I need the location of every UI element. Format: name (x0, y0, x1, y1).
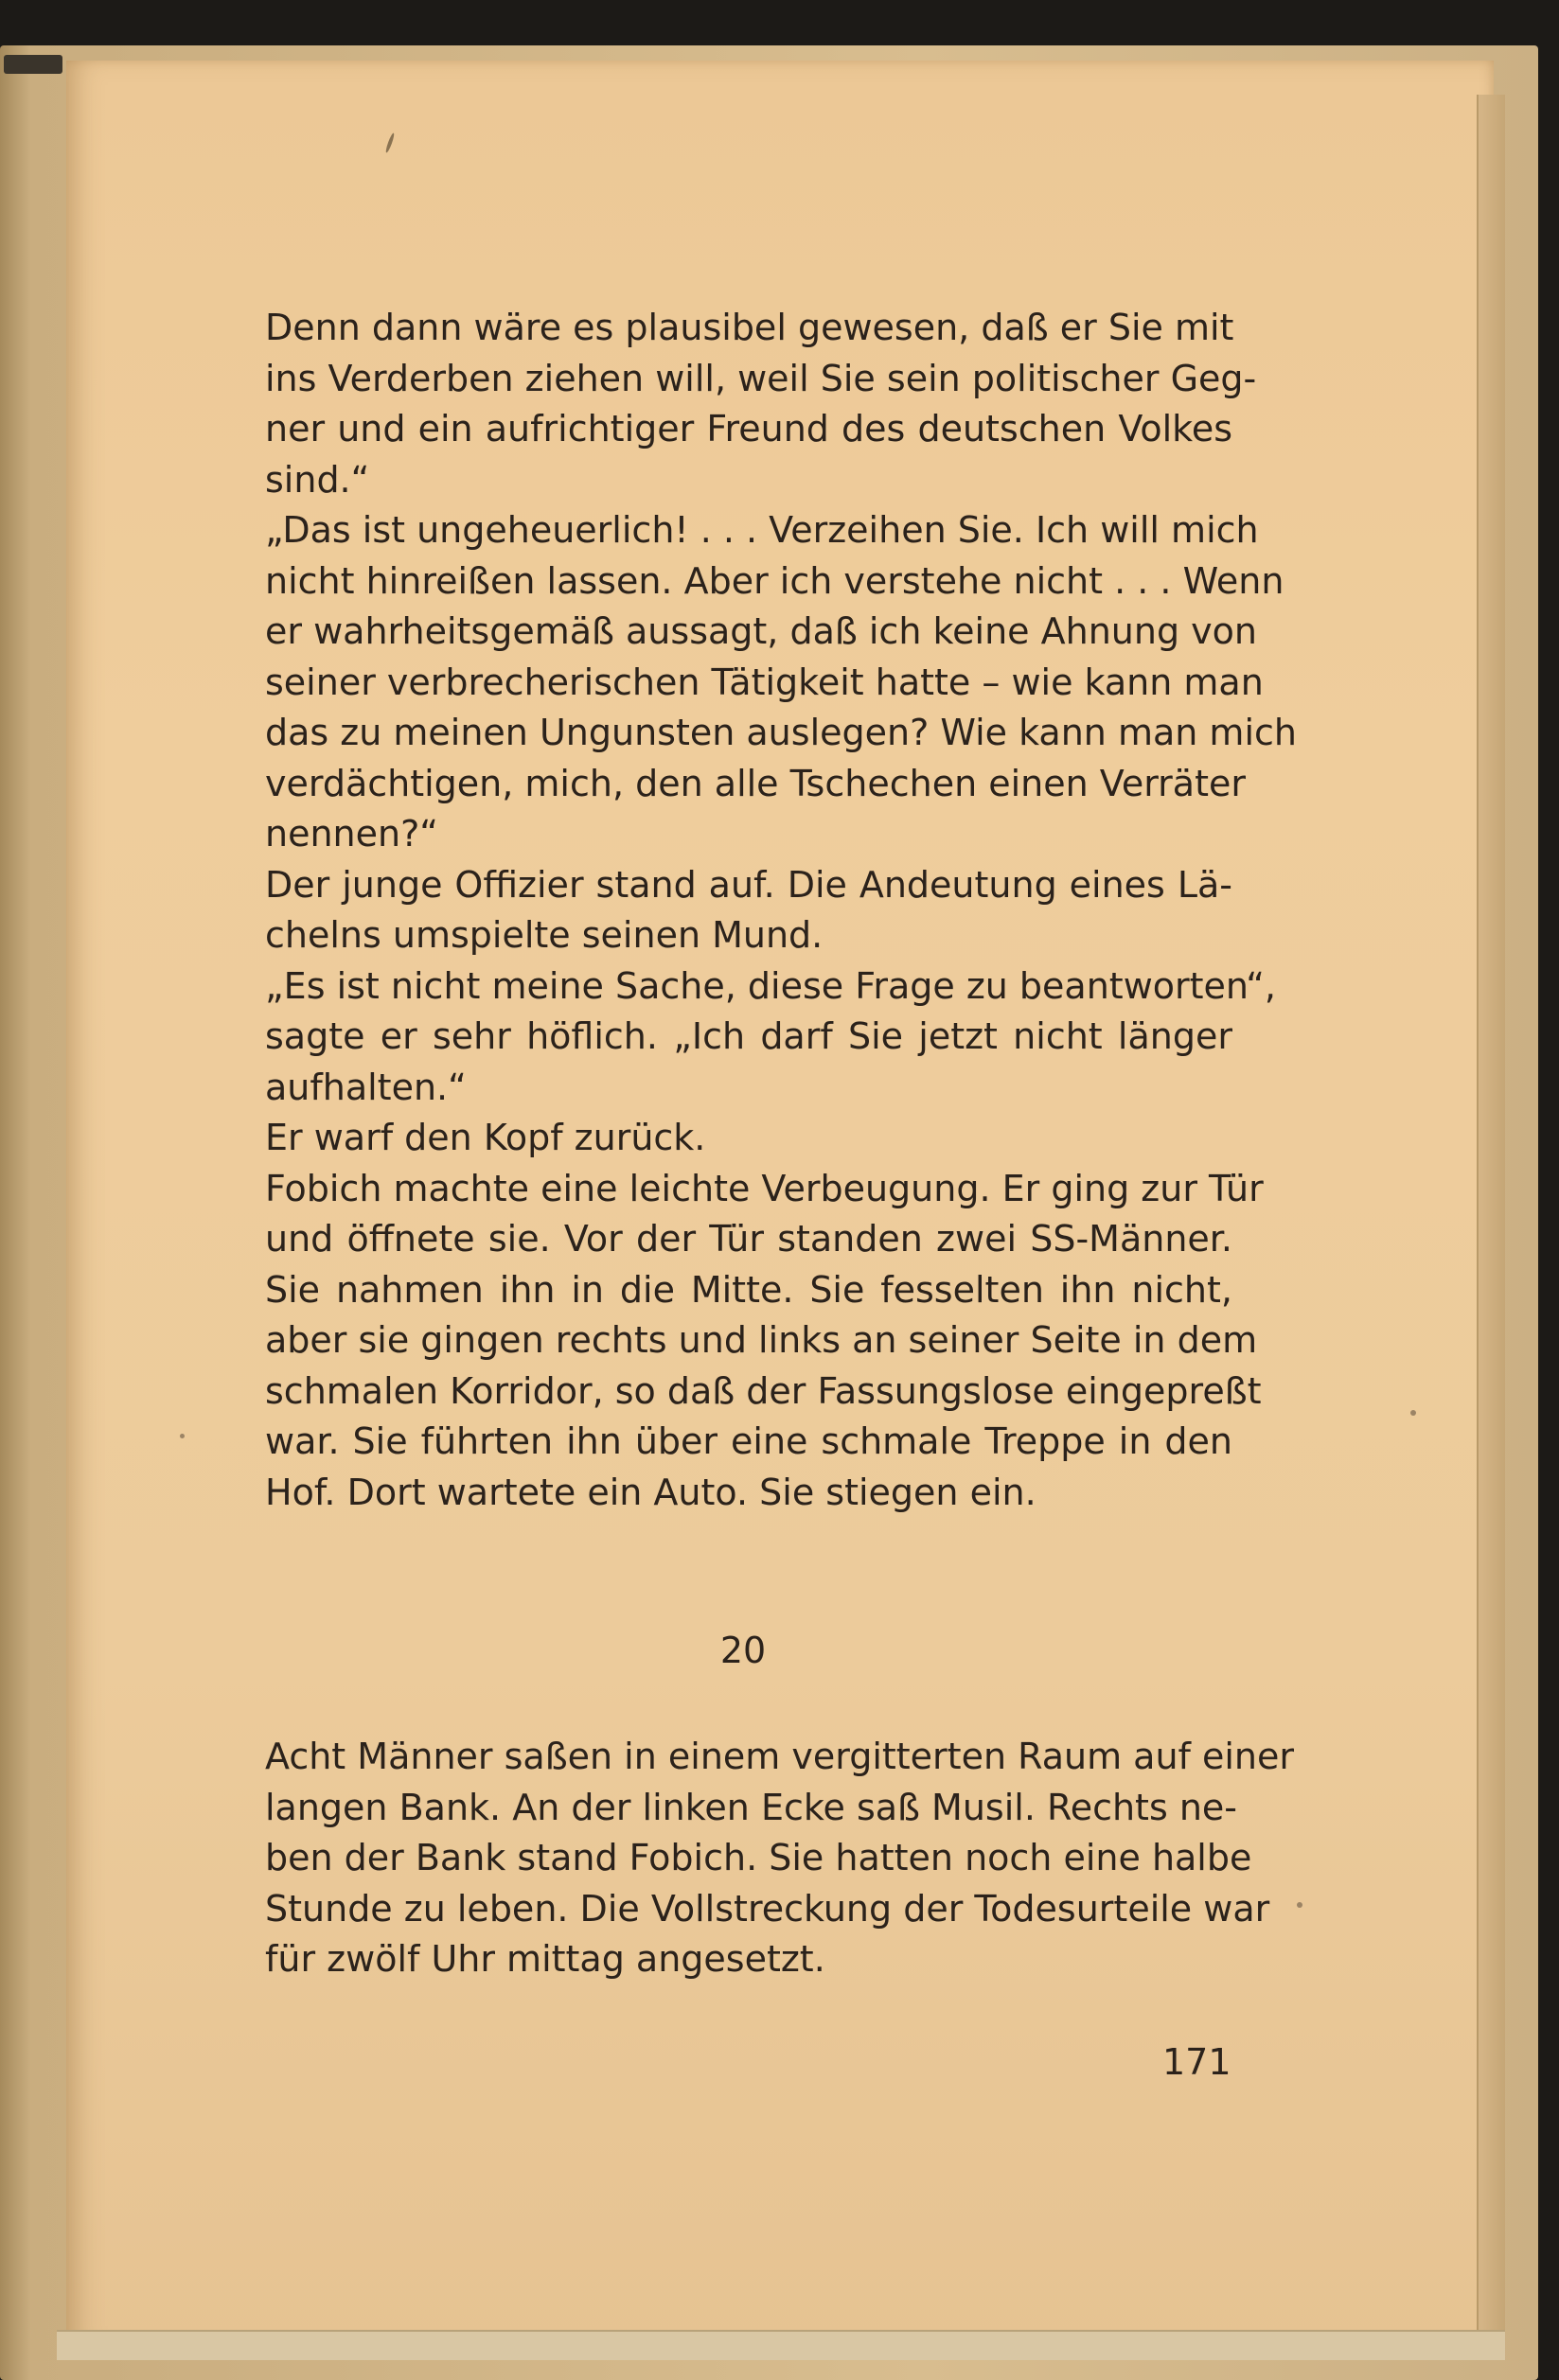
text-line: sind.“ (265, 458, 370, 501)
text-line: aber sie gingen rechts und links an seiner Seite in dem (265, 1319, 1258, 1361)
paper-speck (1297, 1902, 1302, 1908)
text-line: Sie nahmen ihn in die Mitte. Sie fesselten ihn nicht, (265, 1268, 1232, 1311)
text-line: chelns umspielte seinen Mund. (265, 914, 824, 956)
page-bottom-edge (57, 2330, 1505, 2360)
text-line: Acht Männer saßen in einem vergitterten Raum auf einer (265, 1736, 1295, 1777)
text-line: langen Bank. An der linken Ecke saß Musil. Rechts ne- (265, 1786, 1238, 1828)
paragraph (265, 303, 1257, 505)
paragraph (265, 1164, 1264, 1519)
paragraph (265, 961, 1277, 1114)
text-line: „Das ist ungeheuerlich! . . . Verzeihen Sie. Ich will mich (265, 509, 1259, 551)
page-fore-edge (1477, 95, 1505, 2347)
text-line: ner und ein aufrichtiger Freund des deutschen Volkes (265, 408, 1232, 450)
paper-speck (1410, 1410, 1416, 1416)
text-line: Denn dann wäre es plausibel gewesen, daß er Sie mit (265, 307, 1234, 348)
text-line: für zwölf Uhr mittag angesetzt. (265, 1938, 825, 1980)
text-line: Er warf den Kopf zurück. (265, 1117, 706, 1158)
section-number: 20 (719, 1630, 767, 1671)
paper-speck (180, 1434, 185, 1438)
text-line: nicht hinreißen lassen. Aber ich verstehe nicht . . . Wenn (265, 559, 1284, 602)
body-text-top (265, 303, 1297, 1518)
text-line: sagte er sehr höflich. „Ich darf Sie jetzt nicht länger (265, 1015, 1232, 1057)
body-text-bottom (265, 1732, 1295, 1985)
text-line: schmalen Korridor, so daß der Fassungslose eingepreßt (265, 1369, 1262, 1412)
text-line: und öffnete sie. Vor der Tür standen zwei SS-Männer. (265, 1218, 1232, 1260)
text-line: Der junge Offizier stand auf. Die Andeutung eines Lä- (265, 863, 1232, 906)
spine-mark (4, 55, 62, 74)
text-line: Stunde zu leben. Die Vollstreckung der Todesurteile war (265, 1887, 1270, 1930)
text-line: ins Verderben ziehen will, weil Sie sein politischer Geg- (265, 357, 1257, 399)
text-line: „Es ist nicht meine Sache, diese Frage zu beantworten“, (265, 964, 1277, 1007)
text-line: seiner verbrecherischen Tätigkeit hatte – wie kann man (265, 661, 1264, 703)
paragraph (265, 1113, 1232, 1164)
text-line: das zu meinen Ungunsten auslegen? Wie kann man mich (265, 712, 1297, 753)
paragraph (265, 1732, 1295, 1985)
text-line: verdächtigen, mich, den alle Tschechen einen Verräter (265, 762, 1246, 804)
paragraph (265, 860, 1232, 961)
page-number: 171 (1162, 2041, 1231, 2083)
text-line: aufhalten.“ (265, 1066, 467, 1108)
paragraph (265, 505, 1297, 860)
text-line: er wahrheitsgemäß aussagt, daß ich keine Ahnung von (265, 610, 1257, 652)
text-line: nennen?“ (265, 813, 438, 855)
text-line: Hof. Dort wartete ein Auto. Sie stiegen ein. (265, 1471, 1036, 1513)
text-line: war. Sie führten ihn über eine schmale Treppe in den (265, 1420, 1232, 1462)
text-line: ben der Bank stand Fobich. Sie hatten noch eine halbe (265, 1837, 1252, 1878)
text-line: Fobich machte eine leichte Verbeugung. Er ging zur Tür (265, 1167, 1264, 1209)
